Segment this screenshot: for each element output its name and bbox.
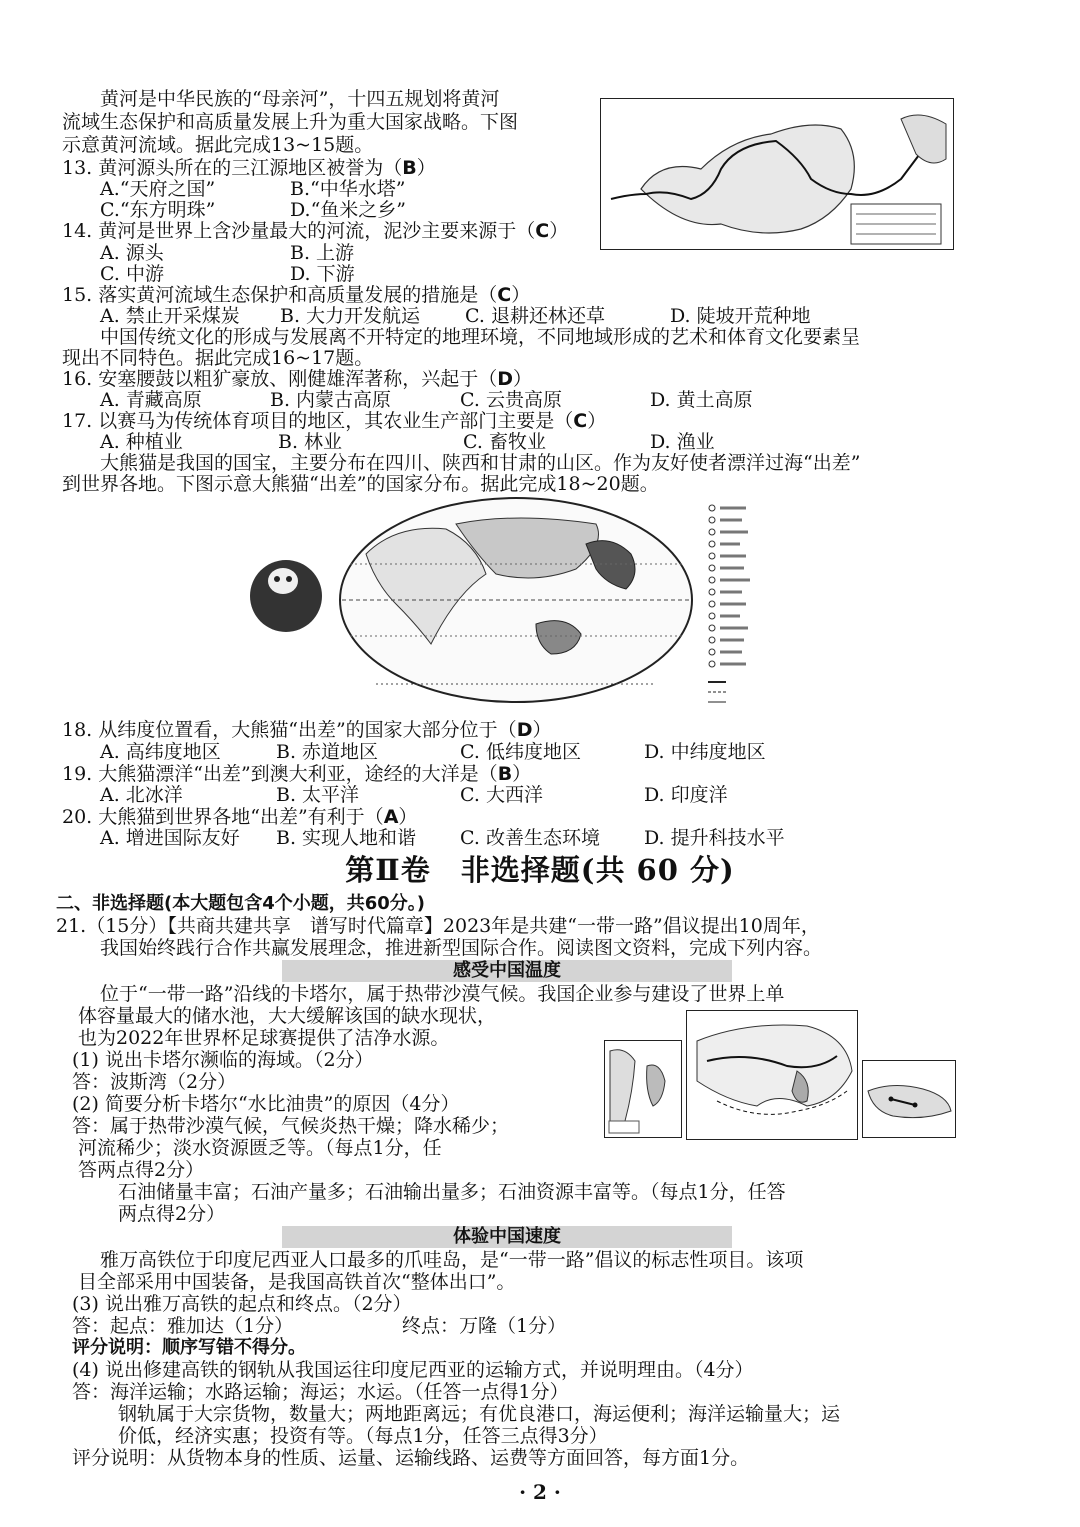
q13-options-1: A.“天府之国” B.“中华水塔” <box>100 178 406 200</box>
q17-options: A. 种植业 B. 林业 C. 畜牧业 D. 渔业 <box>100 431 715 453</box>
panda-intro-2: 到世界各地。下图示意大熊猫“出差”的国家分布。据此完成18~20题。 <box>62 473 659 495</box>
answer-2-line-3: 答两点得2分） <box>78 1159 205 1181</box>
q14-options-1: A. 源头 B. 上游 <box>100 242 355 264</box>
q21-line-1: 21.（15分）【共商共建共享 谱写时代篇章】2023年是共建“一带一路”倡议提出10周年， <box>56 915 820 937</box>
world-map <box>336 494 696 706</box>
q18-stem: 18. 从纬度位置看，大熊猫“出差”的国家大部分位于（D） <box>62 719 552 741</box>
q14-options-2: C. 中游 D. 下游 <box>100 263 355 285</box>
panda-intro-1: 大熊猫是我国的国宝，主要分布在四川、陕西和甘肃的山区。作为友好使者漂洋过海“出差” <box>100 452 861 474</box>
qatar-text-1: 位于“一带一路”沿线的卡塔尔，属于热带沙漠气候。我国企业参与建设了世界上单 <box>100 983 785 1005</box>
answer-3: 答：起点：雅加达（1分） 终点：万隆（1分） <box>72 1315 567 1337</box>
jakarta-map <box>862 1060 956 1138</box>
q21-line-2: 我国始终践行合作共赢发展理念，推进新型国际合作。阅读图文资料，完成下列内容。 <box>100 937 823 959</box>
page-number: · 2 · <box>519 1480 561 1504</box>
q18-options: A. 高纬度地区 B. 赤道地区 C. 低纬度地区 D. 中纬度地区 <box>100 741 766 763</box>
belt-road-map <box>686 1010 858 1140</box>
answer-1: 答：波斯湾（2分） <box>72 1071 237 1093</box>
banner-china-warmth: 感受中国温度 <box>282 960 732 982</box>
yellow-river-map-svg <box>601 99 953 249</box>
q16-answer: D <box>497 368 514 390</box>
world-map-legend <box>706 500 758 706</box>
sub-question-3: (3) 说出雅万高铁的起点和终点。（2分） <box>72 1293 412 1315</box>
banner-china-speed: 体验中国速度 <box>282 1226 732 1248</box>
answer-4-line-3: 价低，经济实惠；投资有等。（每点1分，任答三点得3分） <box>118 1425 608 1447</box>
jakarta-map-svg <box>863 1061 955 1137</box>
intro-line-1: 黄河是中华民族的“母亲河”，十四五规划将黄河 <box>100 88 500 110</box>
qatar-text-3: 也为2022年世界杯足球赛提供了洁净水源。 <box>78 1027 450 1049</box>
q20-answer: A <box>383 806 399 828</box>
qatar-map <box>604 1040 682 1138</box>
answer-4-line-1: 答：海洋运输；水路运输；海运；水运。（任答一点得1分） <box>72 1381 569 1403</box>
q20-stem: 20. 大熊猫到世界各地“出差”有利于（A） <box>62 806 418 828</box>
qatar-map-svg <box>605 1041 681 1137</box>
part2-heading: 二、非选择题(本大题包含4个小题，共60分。) <box>56 893 426 914</box>
q17-stem: 17. 以赛马为传统体育项目的地区，其农业生产部门主要是（C） <box>62 410 607 432</box>
q18-answer: D <box>516 719 533 741</box>
q19-options: A. 北冰洋 B. 太平洋 C. 大西洋 D. 印度洋 <box>100 784 728 806</box>
q20-options: A. 增进国际友好 B. 实现人地和谐 C. 改善生态环境 D. 提升科技水平 <box>100 827 785 849</box>
world-map-svg <box>336 494 696 706</box>
jakarta-text-1: 雅万高铁位于印度尼西亚人口最多的爪哇岛，是“一带一路”倡议的标志性项目。该项 <box>100 1249 804 1271</box>
q14-stem: 14. 黄河是世界上含沙量最大的河流，泥沙主要来源于（C） <box>62 220 569 242</box>
q19-answer: B <box>497 763 513 785</box>
sub-question-4: (4) 说出修建高铁的钢轨从我国运往印度尼西亚的运输方式，并说明理由。（4分） <box>72 1359 754 1381</box>
sub-question-2: (2) 简要分析卡塔尔“水比油贵”的原因（4分） <box>72 1093 460 1115</box>
intro-line-3: 示意黄河流域。据此完成13~15题。 <box>62 134 374 156</box>
belt-road-map-svg <box>687 1011 857 1139</box>
q14-answer: C <box>535 220 550 242</box>
answer-2-line-4: 石油储量丰富；石油产量多；石油输出量多；石油资源丰富等。（每点1分，任答 <box>118 1181 786 1203</box>
world-map-legend-svg <box>706 500 758 706</box>
answer-2-line-5: 两点得2分） <box>118 1203 226 1225</box>
scoring-note-4: 评分说明：从货物本身的性质、运量、运输线路、运费等方面回答，每方面1分。 <box>72 1447 750 1469</box>
sub-question-1: (1) 说出卡塔尔濒临的海域。（2分） <box>72 1049 374 1071</box>
q13-stem: 13. 黄河源头所在的三江源地区被誉为（B） <box>62 157 436 179</box>
yellow-river-map <box>600 98 954 250</box>
qatar-text-2: 体容量最大的储水池，大大缓解该国的缺水现状， <box>78 1005 497 1027</box>
q16-stem: 16. 安塞腰鼓以粗犷豪放、刚健雄浑著称，兴起于（D） <box>62 368 533 390</box>
q19-stem: 19. 大熊猫漂洋“出差”到澳大利亚，途经的大洋是（B） <box>62 763 532 785</box>
jakarta-text-2: 目全部采用中国装备，是我国高铁首次“整体出口”。 <box>78 1271 516 1293</box>
answer-4-line-2: 钢轨属于大宗货物，数量大；两地距离远；有优良港口，海运便利；海洋运输量大；运 <box>118 1403 841 1425</box>
q16-options: A. 青藏高原 B. 内蒙古高原 C. 云贵高原 D. 黄土高原 <box>100 389 753 411</box>
section-title: 第Ⅱ卷 非选择题(共 60 分) <box>345 853 735 887</box>
q15-answer: C <box>497 284 512 306</box>
q13-options-2: C.“东方明珠” D.“鱼米之乡” <box>100 199 407 221</box>
answer-2-line-2: 河流稀少；淡水资源匮乏等。（每点1分，任 <box>78 1137 442 1159</box>
panda-icon <box>250 560 322 632</box>
q15-options: A. 禁止开采煤炭 B. 大力开发航运 C. 退耕还林还草 D. 陡坡开荒种地 <box>100 305 811 327</box>
answer-2-line-1: 答：属于热带沙漠气候，气候炎热干燥；降水稀少； <box>72 1115 510 1137</box>
culture-intro-2: 现出不同特色。据此完成16~17题。 <box>62 347 374 369</box>
q17-answer: C <box>573 410 588 432</box>
intro-line-2: 流域生态保护和高质量发展上升为重大国家战略。下图 <box>62 111 519 133</box>
q13-answer: B <box>402 157 417 179</box>
scoring-note-3: 评分说明：顺序写错不得分。 <box>72 1337 306 1358</box>
culture-intro-1: 中国传统文化的形成与发展离不开特定的地理环境，不同地域形成的艺术和体育文化要素呈 <box>100 326 861 348</box>
q15-stem: 15. 落实黄河流域生态保护和高质量发展的措施是（C） <box>62 284 531 306</box>
